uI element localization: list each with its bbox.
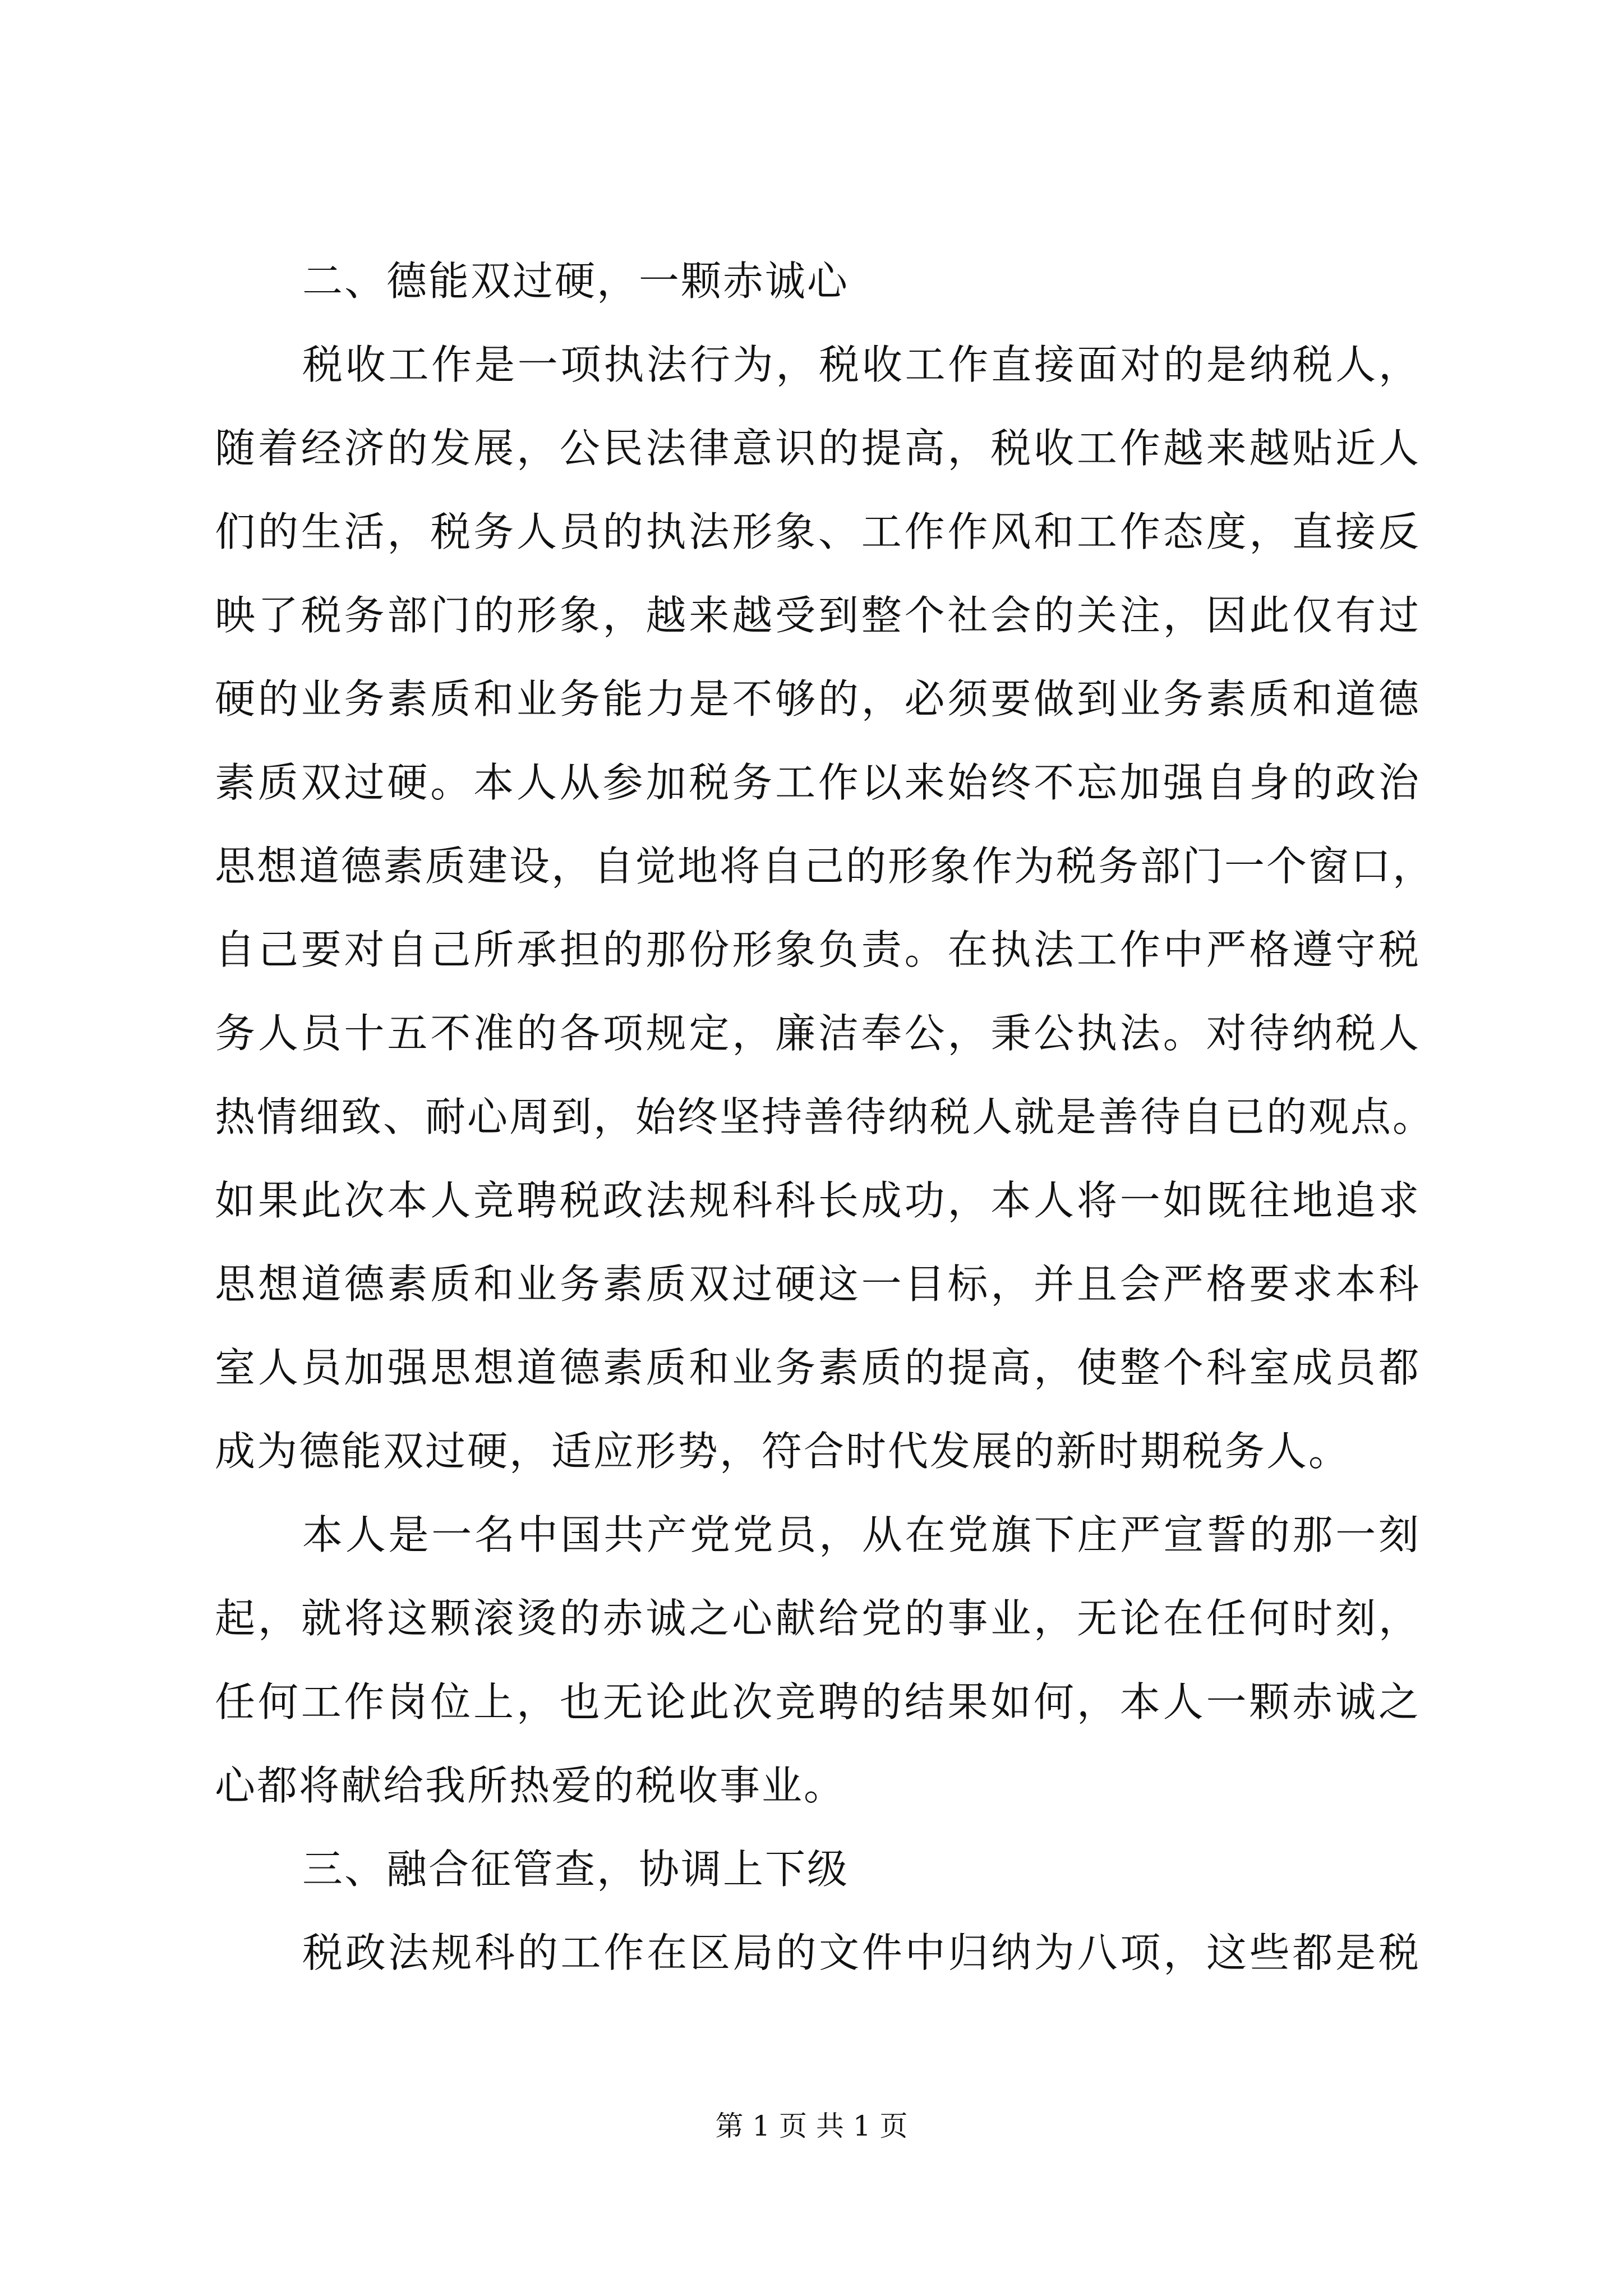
paragraph-line: 映了税务部门的形象，越来越受到整个社会的关注，因此仅有过 bbox=[215, 592, 1421, 639]
paragraph-line: 成为德能双过硬，适应形势，符合时代发展的新时期税务人。 bbox=[215, 1428, 1351, 1475]
paragraph-line: 思想道德素质建设，自觉地将自己的形象作为税务部门一个窗口， bbox=[215, 843, 1435, 890]
section-heading-3: 三、融合征管查，协调上下级 bbox=[302, 1846, 850, 1893]
section-heading-2: 二、德能双过硬，一颗赤诚心 bbox=[302, 257, 850, 305]
paragraph-line: 本人是一名中国共产党党员，从在党旗下庄严宣誓的那一刻 bbox=[302, 1511, 1421, 1558]
paragraph-line: 室人员加强思想道德素质和业务素质的提高，使整个科室成员都 bbox=[215, 1344, 1421, 1391]
page-footer: 第 1 页 共 1 页 bbox=[715, 2110, 908, 2142]
paragraph-line: 税收工作是一项执法行为，税收工作直接面对的是纳税人， bbox=[302, 341, 1421, 388]
paragraph-line: 自己要对自己所承担的那份形象负责。在执法工作中严格遵守税 bbox=[215, 926, 1421, 973]
paragraph-line: 任何工作岗位上，也无论此次竞聘的结果如何，本人一颗赤诚之 bbox=[215, 1678, 1421, 1726]
paragraph-line: 素质双过硬。本人从参加税务工作以来始终不忘加强自身的政治 bbox=[215, 759, 1421, 806]
paragraph-line: 起，就将这颗滚烫的赤诚之心献给党的事业，无论在任何时刻， bbox=[215, 1595, 1421, 1642]
document-body bbox=[215, 257, 1435, 2016]
paragraph-line: 税政法规科的工作在区局的文件中归纳为八项，这些都是税 bbox=[302, 1929, 1421, 1976]
paragraph-line: 硬的业务素质和业务能力是不够的，必须要做到业务素质和道德 bbox=[215, 675, 1421, 723]
paragraph-line: 务人员十五不准的各项规定，廉洁奉公，秉公执法。对待纳税人 bbox=[215, 1010, 1421, 1057]
paragraph-line: 如果此次本人竞聘税政法规科科长成功，本人将一如既往地追求 bbox=[215, 1177, 1421, 1224]
paragraph-line: 随着经济的发展，公民法律意识的提高，税收工作越来越贴近人 bbox=[215, 425, 1421, 472]
paragraph-line: 热情细致、耐心周到，始终坚持善待纳税人就是善待自已的观点。 bbox=[215, 1093, 1435, 1140]
paragraph-line: 们的生活，税务人员的执法形象、工作作风和工作态度，直接反 bbox=[215, 508, 1421, 555]
paragraph-line: 思想道德素质和业务素质双过硬这一目标，并且会严格要求本科 bbox=[215, 1260, 1421, 1308]
paragraph-line: 心都将献给我所热爱的税收事业。 bbox=[215, 1762, 846, 1809]
